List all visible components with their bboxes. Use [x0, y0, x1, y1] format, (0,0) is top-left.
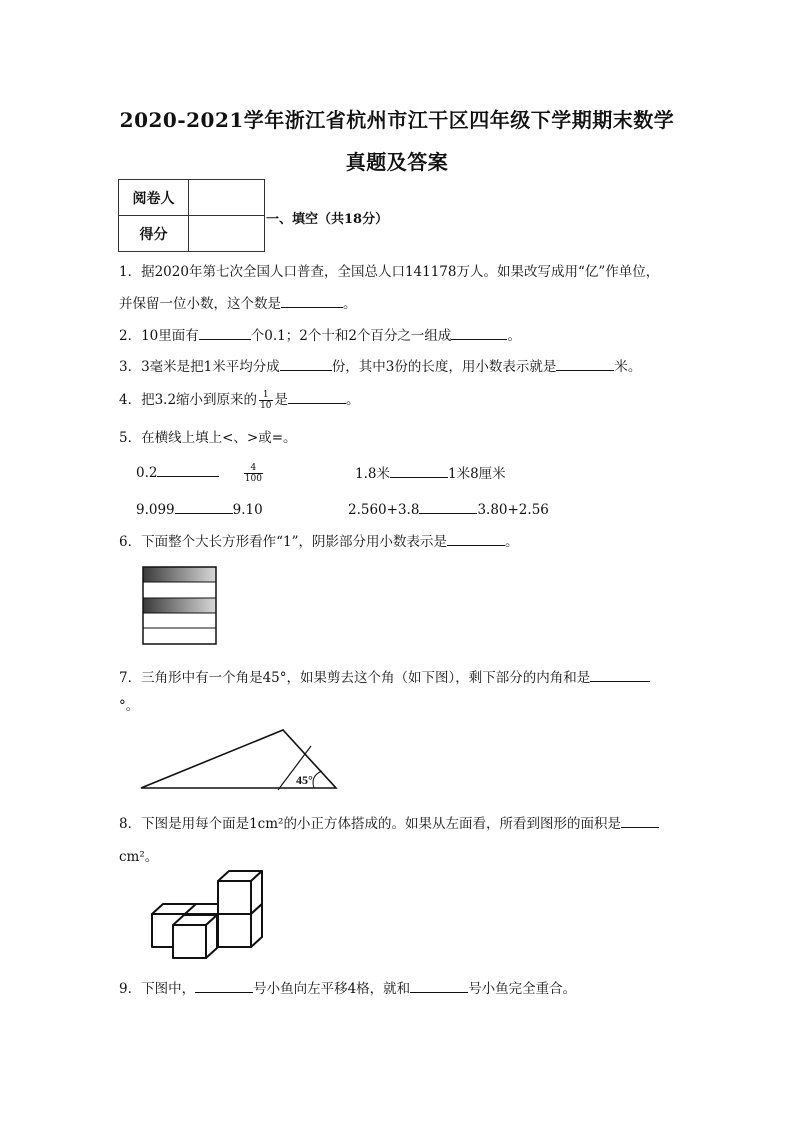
answer-blank — [590, 667, 650, 682]
answer-blank — [280, 356, 332, 371]
question-2-text-b: 个0.1；2个十和2个百分之一组成 — [250, 328, 452, 344]
comparison-right: 3.80+2.56 — [477, 502, 549, 518]
question-6-text: 6．下面整个大长方形看作“1”，阴影部分用小数表示是 — [119, 534, 447, 550]
answer-blank — [288, 389, 346, 404]
shaded-strip — [143, 567, 216, 582]
question-4-end: 。 — [346, 392, 360, 408]
comparison-1 — [136, 462, 265, 484]
reviewer-label: 阅卷人 — [119, 180, 189, 216]
document-title-line1: 2020-2021学年浙江省杭州市江干区四年级下学期期末数学 — [119, 108, 675, 132]
cube-stack-figure — [148, 870, 268, 960]
question-3-text-a: 3．3毫米是把1米平均分成 — [119, 359, 280, 375]
fraction — [259, 390, 272, 411]
triangle-figure — [138, 728, 342, 792]
document-title-line2: 真题及答案 — [345, 150, 449, 174]
question-3 — [119, 355, 641, 375]
comparison-3 — [136, 499, 263, 518]
comparison-left: 2.560+3.8 — [348, 502, 420, 518]
question-3-end: 米。 — [614, 359, 642, 375]
comparison-left: 1.8米 — [355, 466, 390, 482]
fraction-numerator: 4 — [244, 463, 263, 474]
question-6-end: 。 — [504, 534, 519, 550]
answer-blank — [447, 531, 505, 546]
question-1-text: 并保留一位小数，这个数是 — [119, 296, 281, 312]
comparison-4 — [348, 499, 549, 518]
question-7-line1 — [119, 666, 650, 686]
question-7-line2: °。 — [119, 698, 140, 714]
section-title: 一、填空（共18分） — [266, 212, 389, 227]
cube-front-face — [218, 881, 251, 914]
question-9-text-a: 9．下图中， — [119, 981, 196, 997]
question-6 — [119, 530, 518, 550]
fraction — [244, 463, 263, 484]
cube-front-face — [218, 914, 251, 947]
answer-blank — [621, 813, 659, 828]
question-8-line2: cm²。 — [119, 849, 159, 865]
question-2 — [119, 324, 521, 344]
angle-label: 45° — [296, 773, 313, 787]
answer-blank — [556, 356, 614, 371]
question-9 — [119, 977, 576, 997]
shaded-strip — [143, 598, 216, 613]
question-9-text-b: 号小鱼向左平移4格，就和 — [253, 981, 411, 997]
answer-blank — [281, 293, 343, 308]
comparison-left: 9.099 — [136, 502, 175, 518]
answer-blank — [195, 978, 253, 993]
question-1-line1: 1．据2020年第七次全国人口普查，全国总人口141178万人。如果改写成用“亿”作单位， — [119, 264, 660, 280]
angle-arc — [313, 771, 322, 788]
comparison-2 — [355, 462, 506, 482]
question-1-end: 。 — [343, 296, 357, 312]
question-8-text: 8．下图是用每个面是1cm²的小正方体搭成的。如果从左面看，所看到图形的面积是 — [119, 816, 621, 832]
question-4-text-a: 4．把3.2缩小到原来的 — [119, 392, 258, 408]
reviewer-cell — [189, 180, 265, 216]
answer-blank — [390, 463, 448, 478]
question-8-line1 — [119, 812, 659, 832]
score-table — [118, 179, 265, 252]
answer-blank — [419, 499, 477, 514]
score-cell — [189, 216, 265, 252]
answer-blank — [175, 499, 233, 514]
question-3-text-b: 份，其中3份的长度，用小数表示就是 — [331, 359, 557, 375]
question-5: 5．在横线上填上<、>或=。 — [119, 430, 297, 446]
cube-front-face — [173, 925, 206, 958]
answer-blank — [410, 978, 468, 993]
question-4-text-b: 是 — [274, 392, 289, 408]
score-label: 得分 — [119, 216, 189, 252]
fraction-denominator: 100 — [244, 474, 262, 484]
comparison-right: 1米8厘米 — [447, 466, 506, 482]
question-7-text: 7．三角形中有一个角是45°，如果剪去这个角（如下图），剩下部分的内角和是 — [119, 670, 591, 686]
answer-blank — [157, 462, 219, 477]
question-4 — [119, 388, 360, 411]
fraction-numerator: 1 — [259, 390, 272, 401]
question-1-line2 — [119, 292, 357, 312]
question-9-end: 号小鱼完全重合。 — [468, 981, 577, 997]
question-2-text-a: 2．10里面有 — [119, 328, 199, 344]
answer-blank — [451, 325, 507, 340]
shaded-rectangle-figure — [140, 564, 220, 648]
comparison-right: 9.10 — [232, 502, 263, 518]
fraction-denominator: 10 — [260, 401, 272, 411]
answer-blank — [199, 325, 251, 340]
question-2-end: 。 — [507, 328, 521, 344]
comparison-left: 0.2 — [136, 465, 158, 481]
